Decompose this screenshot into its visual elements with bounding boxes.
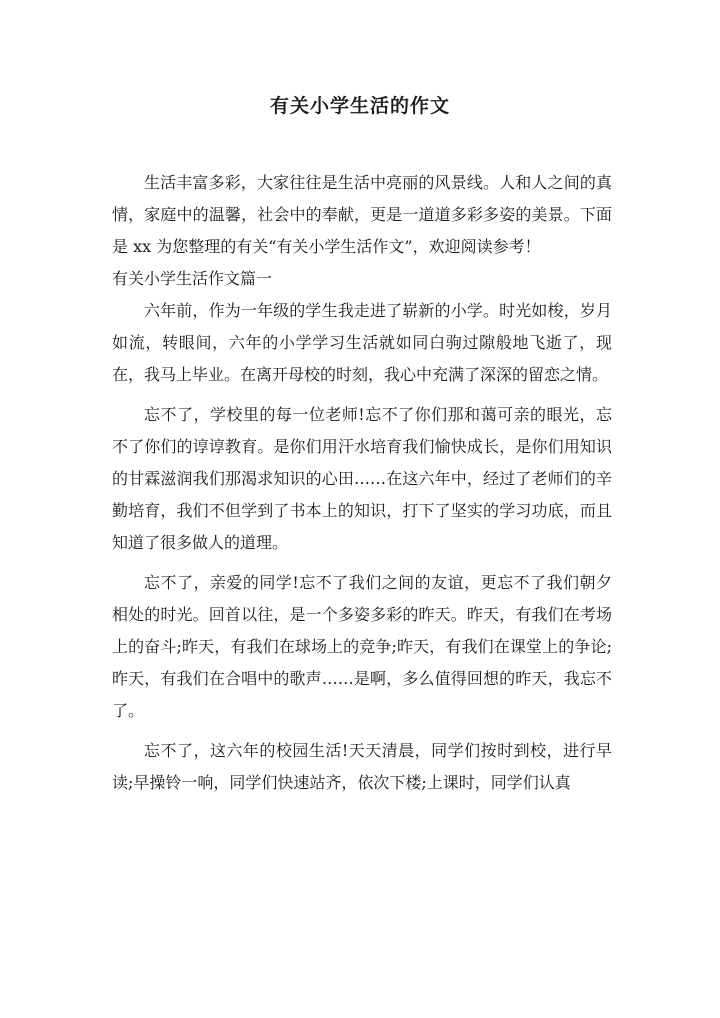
body-paragraph: 六年前，作为一年级的学生我走进了崭新的小学。时光如梭，岁月如流，转眼间，六年的小学学习生活就如同白驹过隙般地飞逝了，现在，我马上毕业。在离开母校的时刻，我心中充满了深深的留恋之情。 (112, 301, 612, 384)
body-paragraph: 忘不了，亲爱的同学!忘不了我们之间的友谊，更忘不了我们朝夕相处的时光。回首以往，是一个多姿多彩的昨天。昨天，有我们在考场上的奋斗;昨天，有我们在球场上的竞争;昨天，有我们在课堂上的争论;昨天，有我们在合唱中的歌声……是啊，多么值得回想的昨天，我忘不了。 (112, 573, 612, 720)
document-body (112, 167, 612, 799)
body-paragraph: 忘不了，这六年的校园生活!天天清晨，同学们按时到校，进行早读;早操铃一响，同学们快速站齐，依次下楼;上课时，同学们认真 (112, 741, 612, 792)
document-title: 有关小学生活的作文 (269, 95, 450, 117)
paragraph-spacer (112, 559, 612, 567)
paragraph-spacer (112, 727, 612, 735)
paragraph-spacer (112, 391, 612, 399)
section-heading: 有关小学生活作文篇一 (112, 269, 273, 288)
body-paragraph: 忘不了，学校里的每一位老师!忘不了你们那和蔼可亲的眼光，忘不了你们的谆谆教育。是你们用汗水培育我们愉快成长，是你们用知识的甘霖滋润我们那渴求知识的心田……在这六年中，经过了老师们的辛勤培育，我们不但学到了书本上的知识，打下了坚实的学习功底，而且知道了很多做人的道理。 (112, 405, 612, 552)
intro-paragraph: 生活丰富多彩，大家往往是生活中亮丽的风景线。人和人之间的真情，家庭中的温馨，社会中的奉献，更是一道道多彩多姿的美景。下面是 xx 为您整理的有关“有关小学生活作文”，欢迎阅读参考！ (112, 173, 612, 256)
